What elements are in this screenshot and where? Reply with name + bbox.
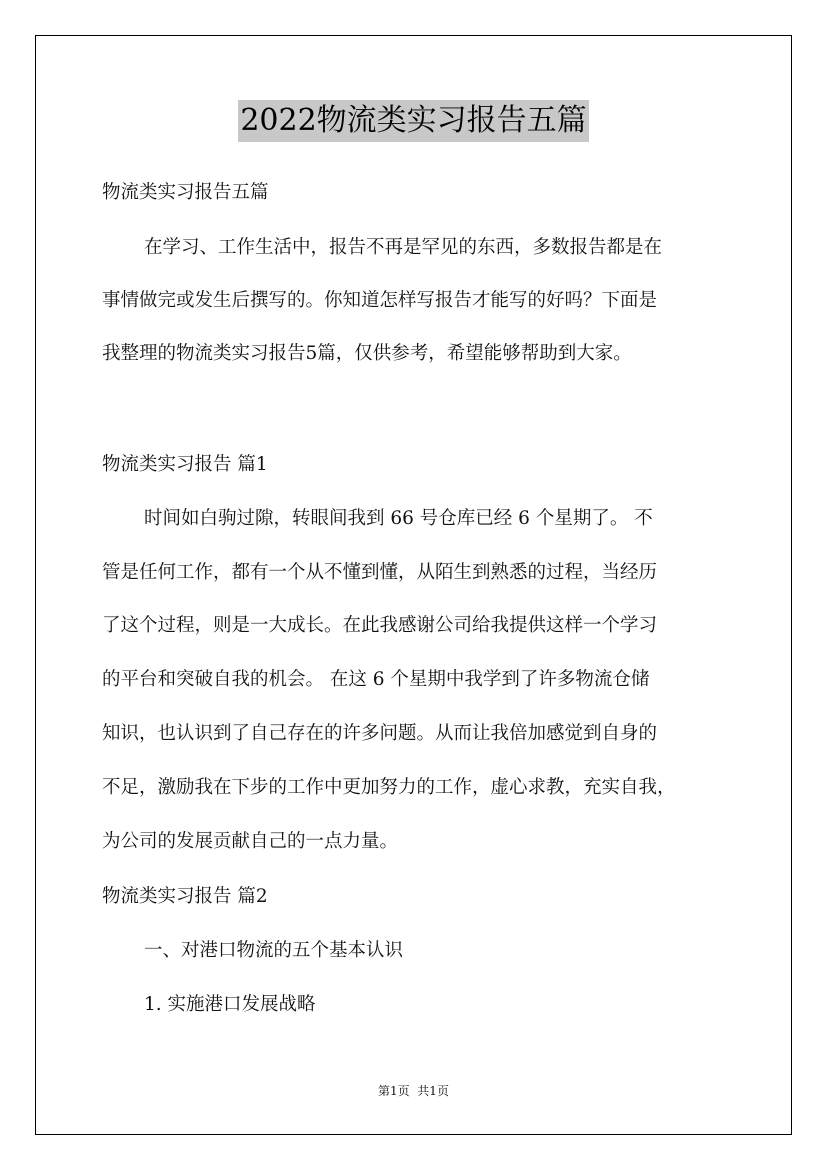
section-heading-2: 物流类实习报告 篇2 [102, 886, 268, 907]
paragraph-line: 知识，也认识到了自己存在的许多问题。从而让我倍加感觉到自身的 [102, 723, 658, 744]
subsection-heading: 一、对港口物流的五个基本认识 [144, 940, 404, 961]
paragraph-line: 不足，激励我在下步的工作中更加努力的工作，虚心求教，充实自我， [102, 777, 676, 798]
paragraph-line: 在学习、工作生活中，报告不再是罕见的东西，多数报告都是在 [144, 237, 663, 258]
paragraph-line: 了这个过程，则是一大成长。在此我感谢公司给我提供这样一个学习 [102, 615, 658, 636]
paragraph-line: 的平台和突破自我的机会。 在这 6 个星期中我学到了许多物流仓储 [102, 669, 650, 690]
document-title: 2022物流类实习报告五篇 [238, 100, 588, 142]
paragraph-line: 我整理的物流类实习报告5篇，仅供参考，希望能够帮助到大家。 [102, 343, 632, 364]
section-heading-1: 物流类实习报告 篇1 [102, 454, 268, 475]
title-container [0, 100, 827, 142]
paragraph-line: 为公司的发展贡献自己的一点力量。 [102, 831, 399, 852]
paragraph-line: 事情做完或发生后撰写的。你知道怎样写报告才能写的好吗？下面是 [102, 290, 658, 311]
page-footer: 第1页 共1页 [378, 1084, 449, 1098]
paragraph-line: 管是任何工作，都有一个从不懂到懂，从陌生到熟悉的过程，当经历 [102, 562, 658, 583]
subtitle-line: 物流类实习报告五篇 [102, 182, 269, 203]
numbered-item: 1. 实施港口发展战略 [144, 994, 316, 1015]
paragraph-line: 时间如白驹过隙，转眼间我到 66 号仓库已经 6 个星期了。 不 [144, 508, 653, 529]
